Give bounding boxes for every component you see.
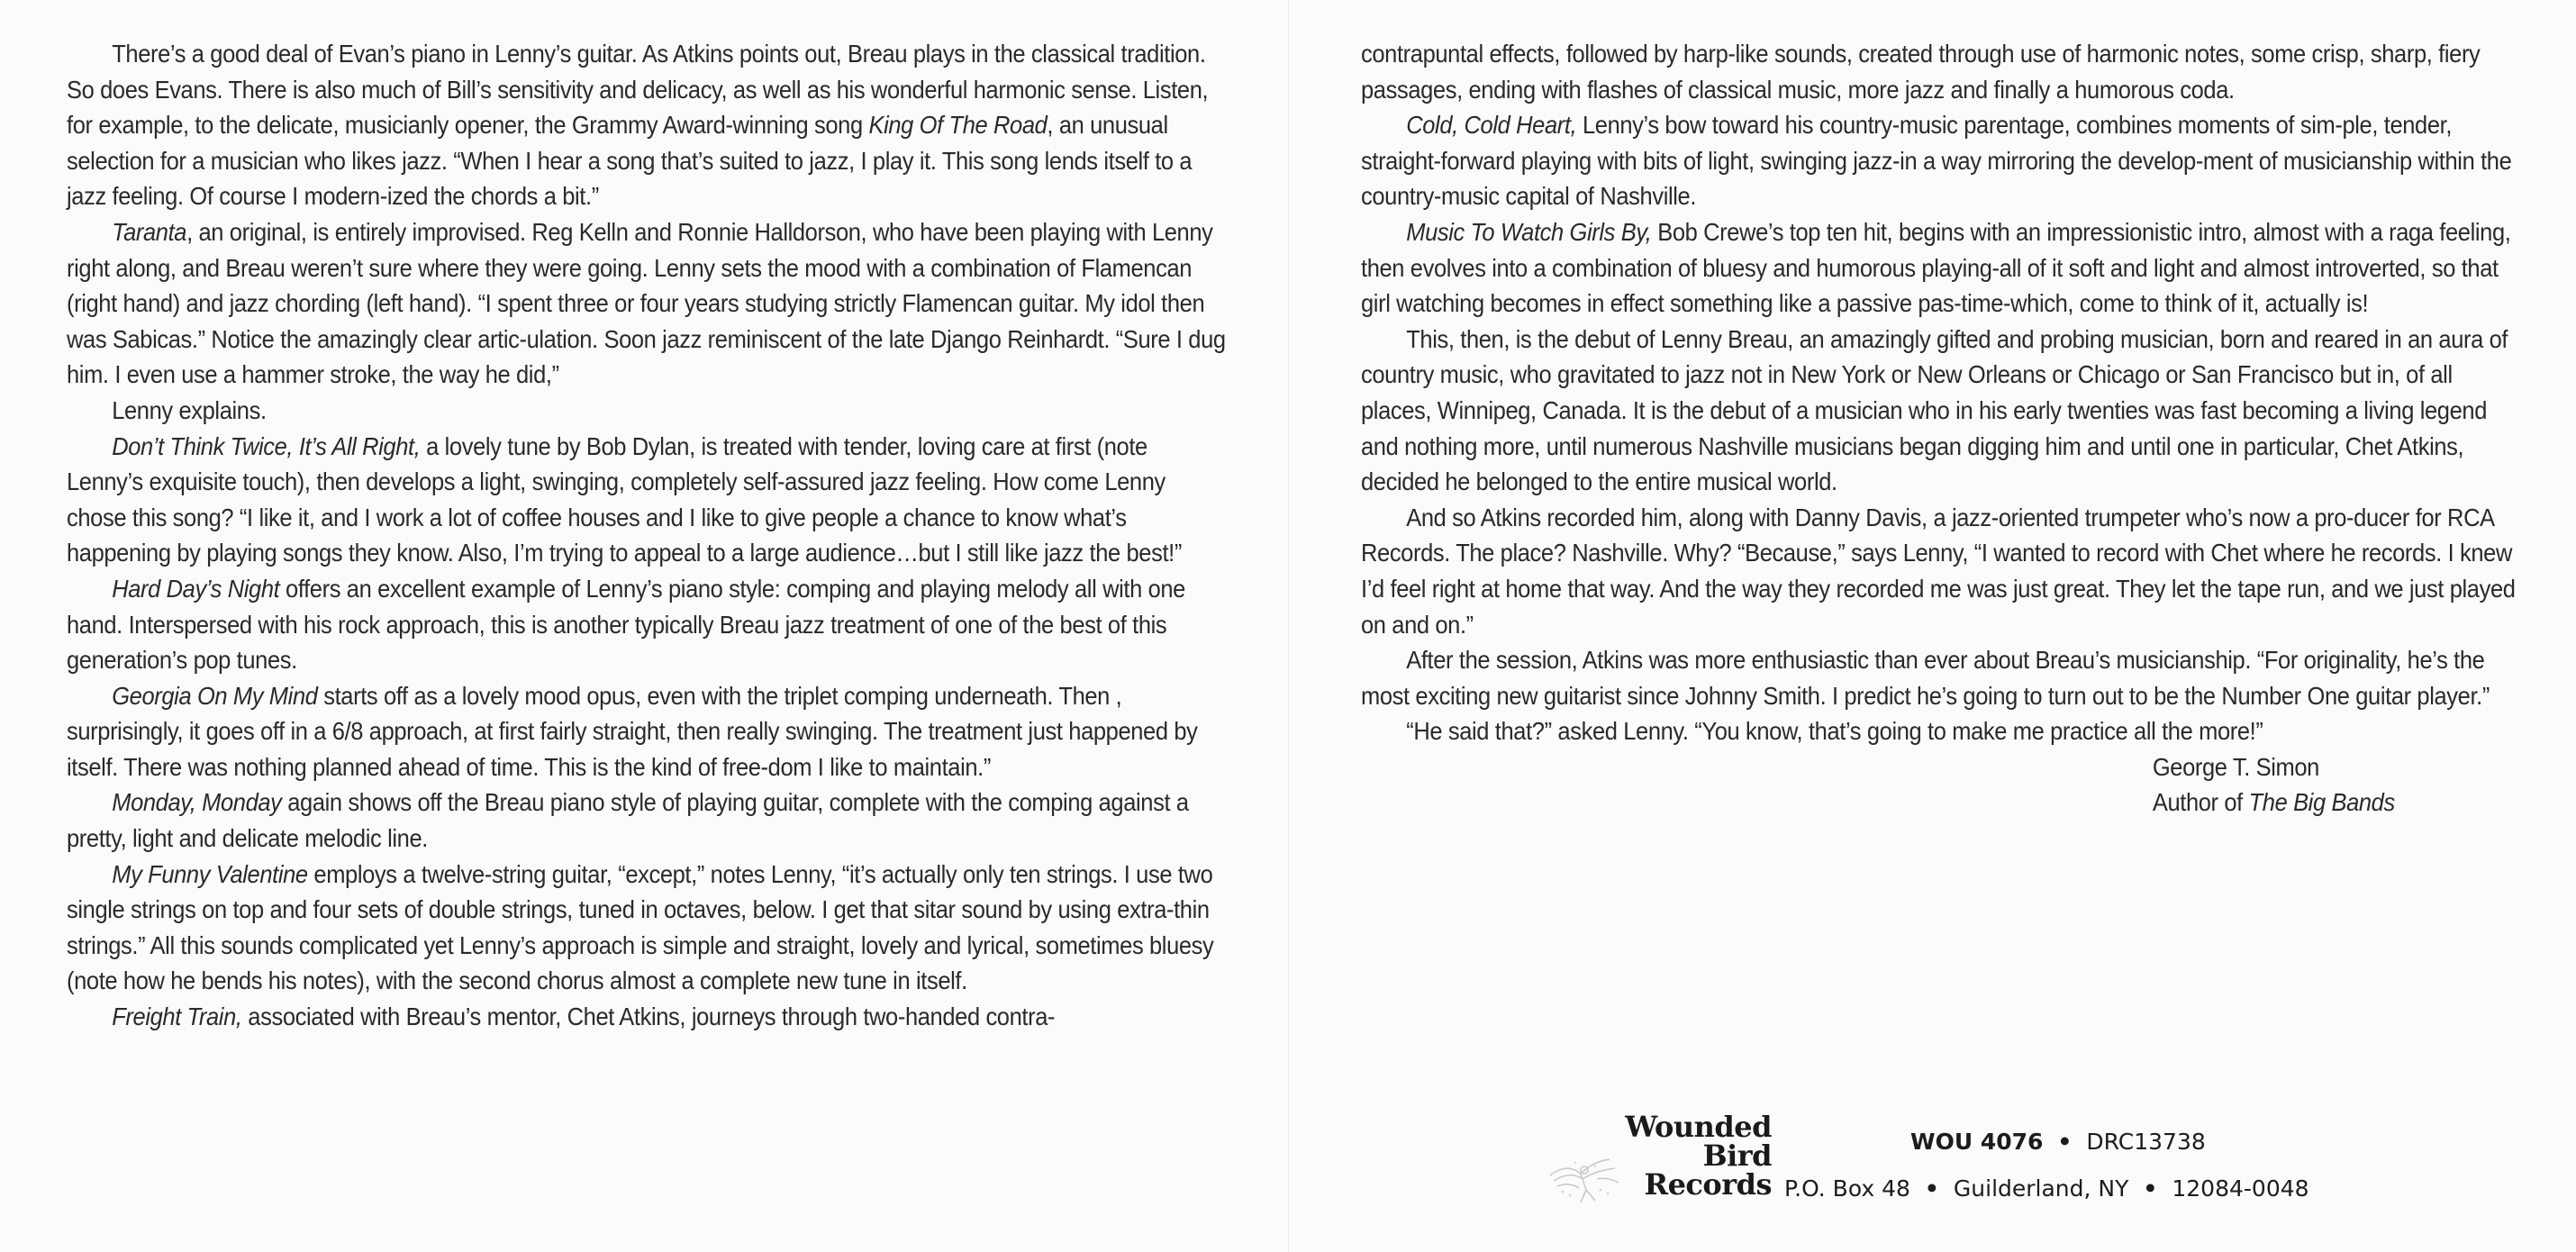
song-title: Music To Watch Girls By, (1406, 217, 1652, 246)
signature (1361, 749, 2496, 821)
book-title: The Big Bands (2248, 788, 2395, 817)
record-label-logo (1541, 1110, 1772, 1211)
separator-dot: • (1924, 1175, 1939, 1202)
paragraph-text: Lenny’s bow toward his country-music parentage, combines moments of sim-ple, tender, straight-forward playing with bits of light, swinging jazz-in a way mirroring the develop-ment of musicianship within the country-music capital of Nashville. (1361, 111, 2512, 211)
author-role (2153, 785, 2496, 821)
paragraph-text: And so Atkins recorded him, along with Danny Davis, a jazz-oriented trumpeter who’s now a pro-ducer for RCA Records. The place? Nashville. Why? “Because,” says Lenny, “I wanted to record with Chet where he records. I knew I’d feel right at home that way. And the way they recorded me was just great. They let the tape run, and we just played on and on.” (1361, 503, 2516, 639)
address (1784, 1175, 2309, 1202)
song-title: Georgia On My Mind (112, 681, 318, 710)
song-title: Taranta (112, 217, 187, 246)
left-column (67, 36, 1227, 1035)
paragraph-text: , an original, is entirely improvised. Reg Kelln and Ronnie Halldorson, who have been playing with Lenny right along, and Breau weren’t sure where they were going. Lenny sets the mood with a combination of Flamencan (right hand) and jazz chording (left hand). “I spent three or four years studying strictly Flamencan guitar. My idol then was Sabicas.” Notice the amazingly clear artic-ulation. Soon jazz reminiscent of the late Django Reinhardt. “Sure I dug him. I even use a hammer stroke, the way he did,” (67, 217, 1226, 389)
paragraph (67, 571, 1227, 678)
paragraph-text: “He said that?” asked Lenny. “You know, that’s going to make me practice all the more!” (1406, 717, 2263, 746)
paragraph-text: offers an excellent example of Lenny’s piano style: comping and playing melody all with one hand. Interspersed with his rock approach, this is another typically Breau jazz treatment of one of the best of this generation’s pop tunes. (67, 574, 1185, 675)
paragraph (1361, 713, 2521, 749)
author-name: George T. Simon (2152, 752, 2319, 781)
logo-line: Bird (1702, 1139, 1772, 1173)
paragraph-text: , an unusual selection for a musician who likes jazz. “When I hear a song that’s suited to jazz, I play it. This song lends itself to a jazz feeling. Of course I modern-ized the chords a bit.” (67, 111, 1193, 211)
right-panel (1288, 0, 2576, 1252)
paragraph-text: contra (1361, 40, 1423, 68)
song-title: Hard Day’s Night (112, 574, 280, 603)
label-footer (1541, 1112, 2442, 1220)
separator-dot: • (2143, 1175, 2158, 1202)
paragraph-text: employs a twelve-string guitar, “except,” notes Lenny, “it’s actually only ten strings. I use two single strings on top and four sets of double strings, tuned in octaves, below. I get that sitar sound by using extra-thin strings.” All this sounds complicated yet Lenny’s approach is simple and straight, lovely and lyrical, sometimes bluesy (note how he bends his notes), with the second chorus almost a complete new tune in itself. (67, 859, 1214, 995)
paragraph-text: Bob Crewe’s top ten hit, begins with an impressionistic intro, almost with a raga feeling, then evolves into a combination of bluesy and humorous playing-all of it soft and light and almost introverted, so that girl watching becomes in effect something like a passive pas-time-which, come to think of it, actually is! (1361, 217, 2511, 318)
paragraph (1361, 322, 2521, 500)
paragraph (67, 393, 1227, 429)
paragraph-text: There’s a good deal of Evan’s piano in Lenny’s guitar. As Atkins points out, Breau plays in the classical tradition. So does Evans. There is also much of Bill’s sensitivity and delicacy, as well as his wonderful harmonic sense. Listen, for example, to the delicate, musicianly opener, the Grammy Award-winning song (67, 40, 1209, 140)
separator-dot: • (2057, 1129, 2073, 1155)
paragraph (1361, 214, 2521, 322)
logo-line: Records (1644, 1167, 1772, 1202)
paragraph (67, 999, 1227, 1035)
paragraph-text: again shows off the Breau piano style of playing guitar, complete with the comping against a pretty, light and delicate melodic line. (67, 788, 1189, 853)
catalog-number: WOU 4076 (1910, 1129, 2044, 1155)
paragraph (1361, 500, 2521, 642)
paragraph-text: This, then, is the debut of Lenny Breau, an amazingly gifted and probing musician, born and reared in an aura of country music, who gravitated to jazz not in New York or New Orleans or Chicago or San Francisco but in, of all places, Winnipeg, Canada. It is the debut of a musician who in his early twenties was fast becoming a living legend and nothing more, until numerous Nashville musicians began digging him and until one in particular, Chet Atkins, decided he belonged to the entire musical world. (1361, 324, 2508, 496)
paragraph (67, 429, 1227, 571)
paragraph (67, 36, 1227, 214)
paragraph (67, 678, 1227, 785)
address-po-box: P.O. Box 48 (1784, 1175, 1910, 1202)
paragraph-text: a lovely tune by Bob Dylan, is treated with tender, loving care at first (note Lenny’s exquisite touch), then develops a light, swinging, completely self-assured jazz feeling. How come Lenny chose this song? “I like it, and I work a lot of coffee houses and I like to give people a chance to know what’s happening by playing songs they know. Also, I’m trying to appeal to a large audience…but I still like jazz the best!” (67, 431, 1182, 567)
paragraph (67, 214, 1227, 393)
catalog-numbers (1910, 1129, 2206, 1155)
logo-wordmark (1601, 1110, 1772, 1202)
paragraph (1361, 642, 2521, 713)
paragraph-text: Lenny explains. (112, 395, 267, 424)
paragraph (1361, 107, 2521, 214)
paragraph (67, 857, 1227, 999)
song-title: My Funny Valentine (112, 859, 308, 888)
paragraph-text: puntal effects, followed by harp-like sounds, created through use of harmonic notes, some crisp, sharp, fiery passages, ending with flashes of classical music, more jazz and finally a humorous coda. (1361, 40, 2481, 104)
logo-line: Wounded (1625, 1110, 1772, 1144)
paragraph (67, 785, 1227, 856)
paragraph-text: After the session, Atkins was more enthusiastic than ever about Breau’s musicianship. “For originality, he’s the most exciting new guitarist since Johnny Smith. I predict he’s going to turn out to be the Number One guitar player.” (1361, 646, 2490, 710)
author-role-prefix: Author of (2152, 788, 2249, 817)
address-zip: 12084-0048 (2172, 1175, 2309, 1202)
paragraph-text: associated with Breau’s mentor, Chet Atkins, journeys through two-handed contra- (241, 1003, 1056, 1031)
catalog-number-alt: DRC13738 (2086, 1129, 2206, 1155)
right-column (1361, 36, 2521, 821)
song-title: Don’t Think Twice, It’s All Right, (112, 431, 421, 460)
song-title: Freight Train, (112, 1003, 242, 1031)
paragraph (1361, 36, 2521, 107)
song-title: Monday, Monday (112, 788, 282, 817)
song-title: Cold, Cold Heart, (1406, 111, 1577, 140)
paragraph-text: starts off as a lovely mood opus, even with the triplet comping underneath. Then , surprisingly, it goes off in a 6/8 approach, at first fairly straight, then really swinging. The treatment just happened by itself. There was nothing planned ahead of time. This is the kind of free-dom I like to maintain.” (67, 681, 1198, 781)
address-city: Guilderland, NY (1953, 1175, 2129, 1202)
song-title: King Of The Road (868, 111, 1048, 140)
